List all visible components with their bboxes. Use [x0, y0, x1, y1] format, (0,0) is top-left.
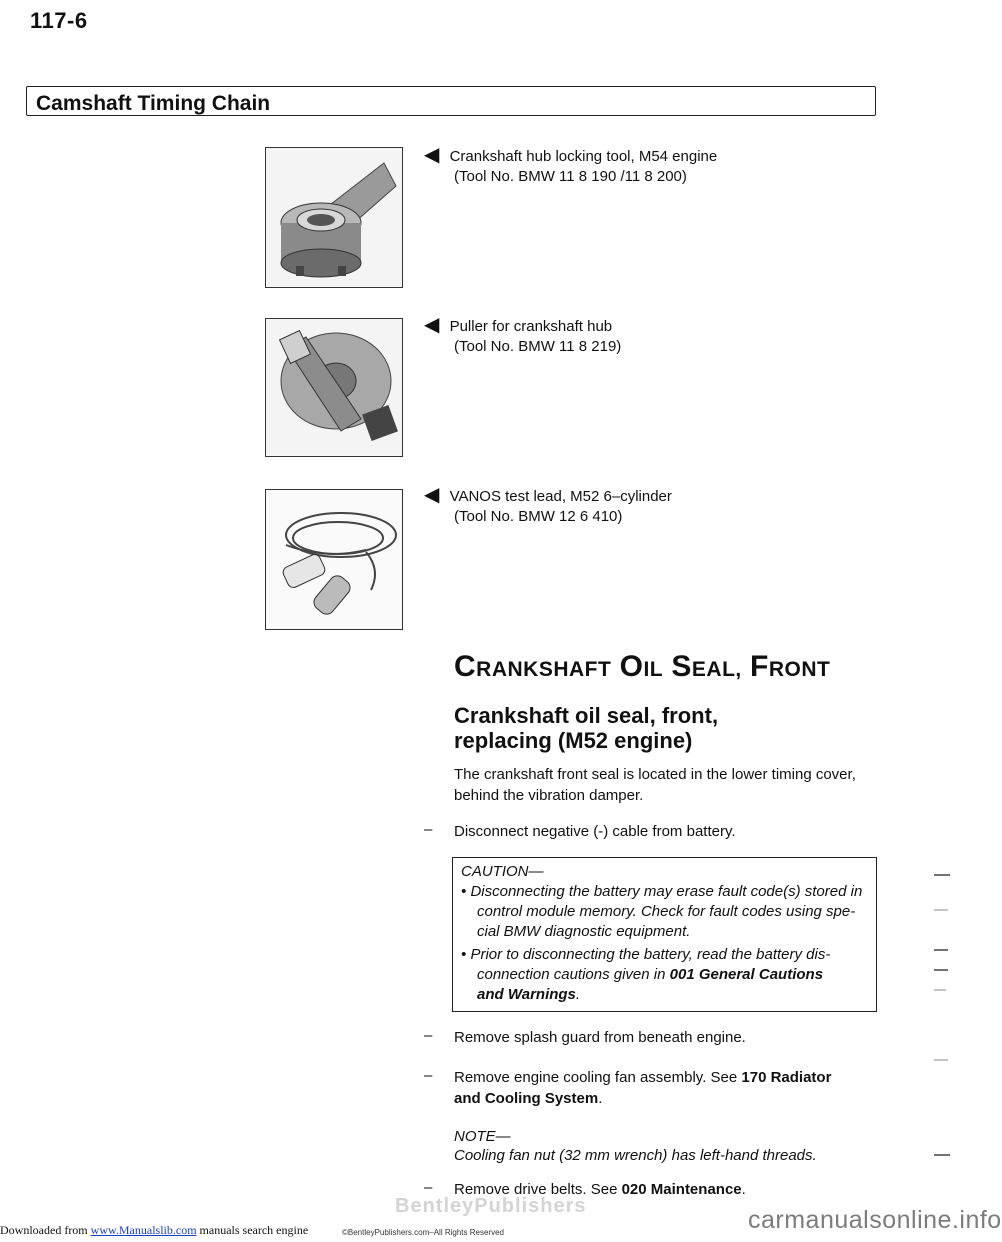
pointer-arrow-icon: ◀ — [424, 144, 440, 166]
download-source-line: Downloaded from www.Manualslib.com manuals search engine — [0, 1223, 309, 1237]
vanos-test-lead-image — [265, 489, 403, 630]
bentley-watermark: BentleyPublishers — [395, 1195, 587, 1217]
cross-reference: and Warnings — [477, 986, 576, 1003]
cross-reference: 001 General Cautions — [669, 966, 824, 983]
page-number: 117-6 — [30, 8, 88, 33]
crankshaft-hub-puller-image — [265, 318, 403, 457]
site-logo-text: carmanualsonline.info — [748, 1206, 1002, 1234]
tool-name: Crankshaft hub locking tool, M54 engine — [449, 148, 718, 165]
pointer-arrow-icon: ◀ — [424, 314, 440, 336]
tool-number: (Tool No. BMW 12 6 410) — [454, 508, 623, 525]
cross-reference: 170 Radiator — [741, 1069, 832, 1086]
tool-name: Puller for crankshaft hub — [449, 318, 613, 335]
procedure-subheading: Crankshaft oil seal, front, replacing (M52 engine) — [454, 703, 719, 753]
step-dash: – — [424, 821, 433, 838]
step-2: Remove splash guard from beneath engine. — [454, 1029, 746, 1046]
pointer-arrow-icon: ◀ — [424, 484, 440, 506]
note-text: Cooling fan nut (32 mm wrench) has left-hand threads. — [454, 1147, 817, 1164]
crankshaft-hub-locking-tool-image — [265, 147, 403, 288]
note-title: NOTE— — [454, 1128, 511, 1145]
manualslib-link[interactable]: www.Manualslib.com — [90, 1223, 197, 1237]
tool-number: (Tool No. BMW 11 8 219) — [454, 338, 622, 355]
cross-reference: and Cooling System — [454, 1090, 599, 1107]
step-dash: – — [424, 1027, 433, 1044]
cross-reference: 020 Maintenance — [621, 1181, 742, 1198]
section-heading: CRANKSHAFT OIL SEAL, FRONT — [454, 650, 831, 683]
tool-caption-1 — [424, 145, 804, 187]
caution-item-1: • Disconnecting the battery may erase fault code(s) stored in control module memory. Check for fault codes using spe- cial BMW diagnostic equipment. — [461, 883, 863, 940]
step-1: Disconnect negative (-) cable from battery. — [454, 823, 736, 840]
tool-number: (Tool No. BMW 11 8 190 /11 8 200) — [454, 168, 687, 185]
caution-item-2: • Prior to disconnecting the battery, read the battery dis- connection cautions given in 001 General Cautions and Warnings. — [461, 946, 831, 1003]
step-3: Remove engine cooling fan assembly. See 170 Radiator and Cooling System. — [454, 1069, 832, 1107]
section-title: Camshaft Timing Chain — [36, 92, 271, 115]
tool-caption-2 — [424, 315, 804, 357]
step-dash: – — [424, 1179, 433, 1196]
scan-edge-marks — [914, 830, 954, 1160]
tool-caption-3 — [424, 485, 804, 527]
step-dash: – — [424, 1067, 433, 1084]
copyright-notice: ©BentleyPublishers.com–All Rights Reserved — [342, 1228, 504, 1237]
step-4: Remove drive belts. See 020 Maintenance. — [454, 1181, 746, 1198]
intro-paragraph: The crankshaft front seal is located in the lower timing cover, behind the vibration damper. — [454, 766, 856, 804]
tool-name: VANOS test lead, M52 6–cylinder — [449, 488, 672, 505]
caution-title: CAUTION— — [461, 863, 544, 880]
